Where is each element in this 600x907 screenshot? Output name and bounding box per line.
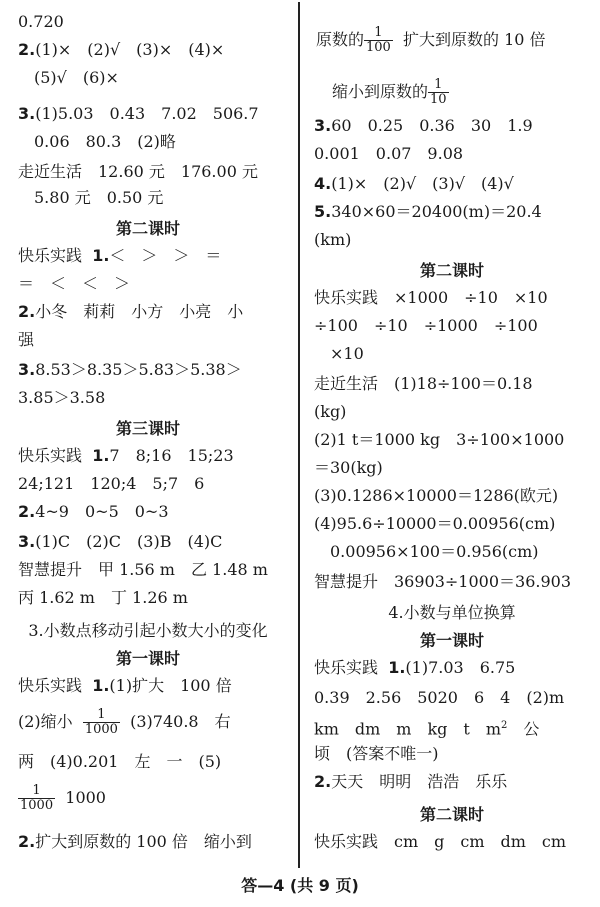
answer-line xyxy=(314,658,515,678)
section-title: 4.小数与单位换算 xyxy=(388,603,516,622)
answer-line: (km) xyxy=(314,230,352,249)
answer-line: 走近生活 12.60 元 176.00 元 xyxy=(18,162,258,181)
answer-line xyxy=(18,104,259,124)
item-number: 4. xyxy=(314,174,332,193)
fraction-denominator: 1000 xyxy=(20,798,54,813)
answer-line xyxy=(18,784,106,813)
answer-label: 快乐实践 xyxy=(18,446,83,465)
fraction-denominator: 10 xyxy=(430,92,447,107)
fraction-denominator: 1000 xyxy=(84,722,118,737)
column-divider xyxy=(298,2,300,868)
answer-line xyxy=(18,676,232,696)
answer-text: (3)740.8 右 xyxy=(130,712,231,731)
answer-text: (1)× (2)√ (3)√ (4)√ xyxy=(331,174,514,193)
answer-line: 智慧提升 甲 1.56 m 乙 1.48 m xyxy=(18,560,268,579)
page-footer: 答—4 (共 9 页) xyxy=(241,876,359,895)
answer-label: 快乐实践 xyxy=(18,676,83,695)
answer-line xyxy=(18,40,224,60)
answer-text: (1)× (2)√ (3)× (4)× xyxy=(35,40,225,59)
answer-line: ＝30(kg) xyxy=(314,458,383,477)
answer-line: 走近生活 (1)18÷100＝0.18 xyxy=(314,374,533,393)
item-number: 1. xyxy=(92,676,110,695)
answer-line: ×10 xyxy=(330,344,364,363)
lesson-heading: 第三课时 xyxy=(115,419,180,438)
fraction-numerator: 1 xyxy=(18,784,55,799)
item-number: 2. xyxy=(314,772,332,791)
answer-line: 0.00956×100＝0.956(cm) xyxy=(330,542,539,561)
answer-line: (kg) xyxy=(314,402,347,421)
item-number: 2. xyxy=(18,302,36,321)
item-number: 2. xyxy=(18,832,36,851)
item-number: 2. xyxy=(18,502,36,521)
answer-text: (2)缩小 xyxy=(18,712,73,731)
fraction-numerator: 1 xyxy=(364,26,393,41)
answer-line: 丙 1.62 m 丁 1.26 m xyxy=(18,588,188,607)
lesson-heading: 第二课时 xyxy=(419,261,484,280)
answer-line xyxy=(18,302,243,322)
item-number: 5. xyxy=(314,202,332,221)
answer-line xyxy=(332,78,449,107)
item-number: 3. xyxy=(18,532,36,551)
answer-line xyxy=(314,202,542,222)
answer-line xyxy=(314,116,533,136)
answer-text: (1)C (2)C (3)B (4)C xyxy=(35,532,223,551)
answer-line: (2)1 t＝1000 kg 3÷100×1000 xyxy=(314,430,565,449)
answer-line: (4)95.6÷10000＝0.00956(cm) xyxy=(314,514,556,533)
answer-text: 扩大到原数的 10 倍 xyxy=(403,30,546,49)
answer-text: (1)5.03 0.43 7.02 506.7 xyxy=(35,104,259,123)
answer-line: 快乐实践 ×1000 ÷10 ×10 xyxy=(314,288,548,307)
answer-line xyxy=(18,708,231,737)
answer-line xyxy=(18,246,221,266)
fraction xyxy=(83,708,120,737)
lesson-heading: 第二课时 xyxy=(115,219,180,238)
answer-line: ÷100 ÷10 ÷1000 ÷100 xyxy=(314,316,538,335)
superscript: 2 xyxy=(501,720,508,731)
answer-line xyxy=(18,832,252,852)
item-number: 1. xyxy=(388,658,406,677)
answer-line xyxy=(18,446,234,466)
answer-line: 两 (4)0.201 左 一 (5) xyxy=(18,752,222,771)
answer-line xyxy=(18,360,242,380)
answer-text: 缩小到原数的 xyxy=(332,82,429,101)
answer-line xyxy=(314,772,507,792)
answer-label: 快乐实践 xyxy=(18,246,83,265)
answer-line: 顷 (答案不唯一) xyxy=(314,744,439,763)
lesson-heading: 第一课时 xyxy=(419,631,484,650)
answer-line: 24;121 120;4 5;7 6 xyxy=(18,474,205,493)
fraction-numerator: 1 xyxy=(428,78,449,93)
answer-text: 7 8;16 15;23 xyxy=(109,446,234,465)
answer-line: 5.80 元 0.50 元 xyxy=(34,188,164,207)
answer-line xyxy=(18,532,222,552)
lesson-heading: 第一课时 xyxy=(115,649,180,668)
answer-line: 0.720 xyxy=(18,12,64,31)
fraction xyxy=(428,78,449,107)
answer-line: 0.06 80.3 (2)略 xyxy=(34,132,176,151)
answer-line: (3)0.1286×10000＝1286(欧元) xyxy=(314,486,559,505)
answer-text: 公 xyxy=(507,719,540,739)
item-number: 2. xyxy=(18,40,36,59)
lesson-heading: 第二课时 xyxy=(419,805,484,824)
answer-label: 快乐实践 xyxy=(314,658,379,677)
answer-text: (1)扩大 100 倍 xyxy=(109,676,232,695)
answer-line: 强 xyxy=(18,330,35,349)
answer-line xyxy=(314,716,539,739)
section-title: 3.小数点移动引起小数大小的变化 xyxy=(28,621,268,640)
item-number: 3. xyxy=(18,104,36,123)
item-number: 3. xyxy=(314,116,332,135)
answer-line: ＝ ＜ ＜ ＞ xyxy=(18,274,131,293)
answer-line xyxy=(316,26,546,55)
answer-line xyxy=(314,174,514,194)
answer-line xyxy=(18,502,169,522)
answer-text: 原数的 xyxy=(316,30,365,49)
answer-line: (5)√ (6)× xyxy=(34,68,119,87)
answer-line: 快乐实践 cm g cm dm cm xyxy=(314,832,567,851)
answer-line: 0.001 0.07 9.08 xyxy=(314,144,464,163)
answer-text: 340×60＝20400(m)＝20.4 xyxy=(331,202,542,221)
answer-text: 4~9 0~5 0~3 xyxy=(35,502,169,521)
item-number: 1. xyxy=(92,446,110,465)
answer-text: 1000 xyxy=(65,788,106,807)
answer-text: 小冬 莉莉 小方 小亮 小 xyxy=(35,302,244,321)
answer-text: (1)7.03 6.75 xyxy=(405,658,516,677)
fraction xyxy=(18,784,55,813)
answer-text: 扩大到原数的 100 倍 缩小到 xyxy=(35,832,252,851)
answer-text: km dm m kg t m xyxy=(314,719,501,739)
answer-line: 智慧提升 36903÷1000＝36.903 xyxy=(314,572,572,591)
fraction-numerator: 1 xyxy=(83,708,120,723)
answer-line: 3.85＞3.58 xyxy=(18,388,106,407)
answer-text: ＜ ＞ ＞ ＝ xyxy=(109,246,222,265)
answer-text: 60 0.25 0.36 30 1.9 xyxy=(331,116,533,135)
answer-line: 0.39 2.56 5020 6 4 (2)m xyxy=(314,688,565,707)
fraction xyxy=(364,26,393,55)
answer-text: 天天 明明 浩浩 乐乐 xyxy=(331,772,508,791)
item-number: 3. xyxy=(18,360,36,379)
item-number: 1. xyxy=(92,246,110,265)
answer-text: 8.53＞8.35＞5.83＞5.38＞ xyxy=(35,360,242,379)
fraction-denominator: 100 xyxy=(366,40,391,55)
